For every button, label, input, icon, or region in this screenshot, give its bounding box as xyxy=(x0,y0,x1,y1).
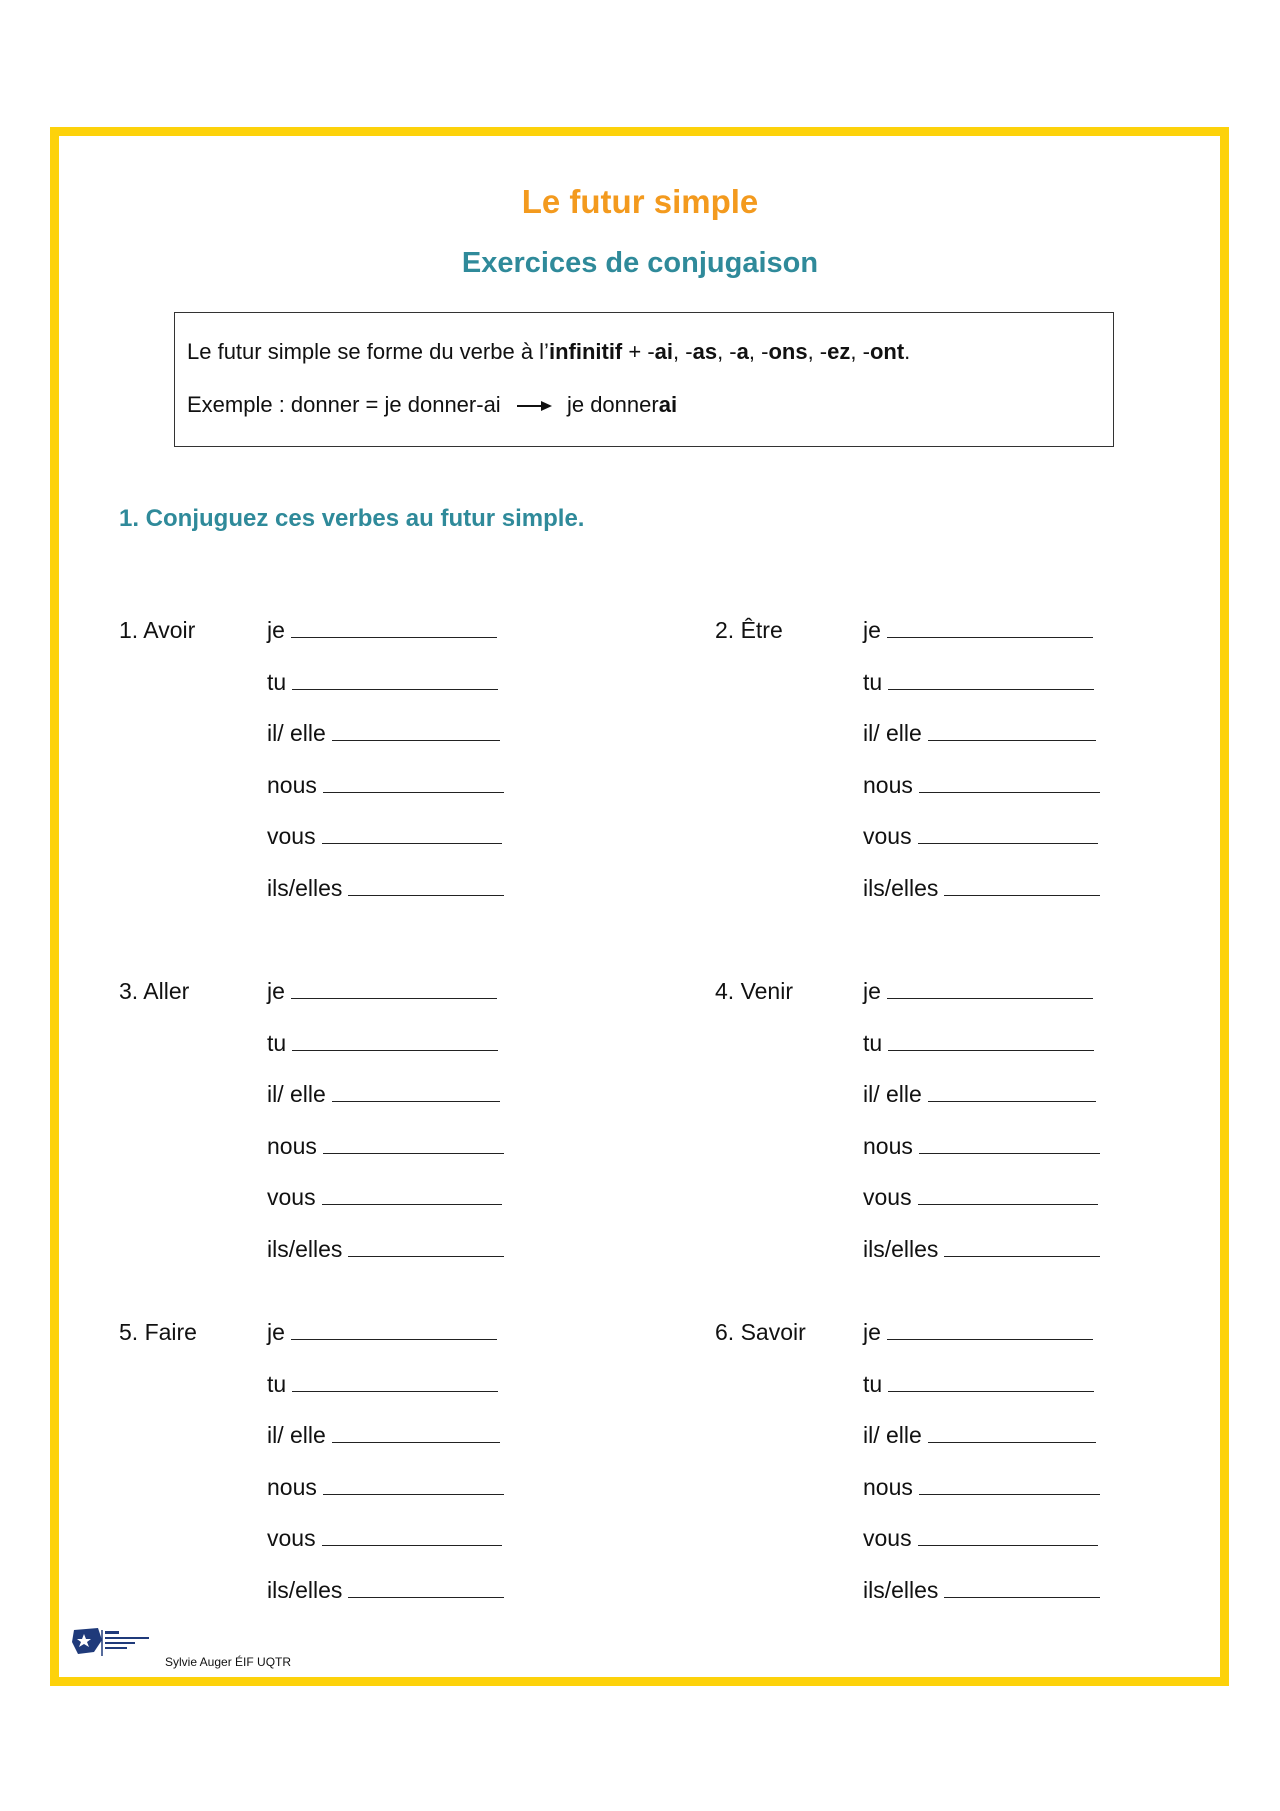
pronoun-label: il/ elle xyxy=(267,720,326,746)
answer-blank[interactable] xyxy=(928,1083,1096,1102)
pronoun-label: ils/elles xyxy=(267,1576,343,1603)
answer-blank[interactable] xyxy=(918,1186,1098,1205)
answer-blank[interactable] xyxy=(888,671,1094,690)
answer-blank[interactable] xyxy=(332,1083,500,1102)
pronoun-label: ils/elles xyxy=(267,1235,343,1262)
rule-text: Le futur simple se forme du verbe à l’ xyxy=(187,339,549,364)
page-title: Le futur simple xyxy=(521,183,759,220)
footer-credit: Sylvie Auger ÉIF UQTR xyxy=(165,1655,292,1669)
conjugation-row xyxy=(267,1371,498,1398)
answer-blank[interactable] xyxy=(919,1476,1100,1495)
verb-name: 3. Aller xyxy=(119,978,190,1004)
conjugation-row xyxy=(267,772,504,799)
pronoun-label: il/ elle xyxy=(267,1081,326,1107)
pronoun-label: vous xyxy=(863,1184,912,1210)
answer-blank[interactable] xyxy=(944,877,1100,896)
answer-blank[interactable] xyxy=(322,1186,502,1205)
conjugation-row xyxy=(863,1371,1094,1398)
conjugation-row xyxy=(863,1236,1100,1263)
conjugation-row xyxy=(267,1319,497,1346)
conjugation-row xyxy=(863,978,1093,1005)
conjugation-row xyxy=(267,1236,504,1263)
verb-block xyxy=(119,617,679,917)
conjugation-row xyxy=(863,1081,1096,1108)
conjugation-row xyxy=(863,823,1098,850)
pronoun-label: il/ elle xyxy=(863,720,922,746)
pronoun-label: vous xyxy=(863,1525,912,1551)
answer-blank[interactable] xyxy=(919,1135,1100,1154)
page-subtitle: Exercices de conjugaison xyxy=(461,247,819,279)
conjugation-row xyxy=(863,669,1094,696)
pronoun-label: vous xyxy=(267,823,316,849)
answer-blank[interactable] xyxy=(292,671,498,690)
answer-blank[interactable] xyxy=(928,1424,1096,1443)
conjugation-row xyxy=(863,1525,1098,1552)
example-text: Exemple : donner = je donner-ai xyxy=(187,392,501,417)
verb-name: 2. Être xyxy=(715,617,783,643)
pronoun-label: tu xyxy=(267,1370,287,1397)
answer-blank[interactable] xyxy=(323,774,504,793)
verb-block xyxy=(119,978,679,1278)
verb-block xyxy=(715,1319,1275,1619)
exercise-instruction: 1. Conjuguez ces verbes au futur simple. xyxy=(119,505,585,532)
pronoun-label: ils/elles xyxy=(863,1576,939,1603)
conjugation-row xyxy=(863,1184,1098,1211)
answer-blank[interactable] xyxy=(322,825,502,844)
pronoun-label: tu xyxy=(267,1029,287,1056)
answer-blank[interactable] xyxy=(887,1321,1093,1340)
answer-blank[interactable] xyxy=(323,1476,504,1495)
verb-block xyxy=(715,617,1275,917)
school-logo-icon xyxy=(72,1626,162,1658)
pronoun-label: tu xyxy=(863,668,883,695)
answer-blank[interactable] xyxy=(919,774,1100,793)
answer-blank[interactable] xyxy=(291,1321,497,1340)
answer-blank[interactable] xyxy=(291,980,497,999)
pronoun-label: ils/elles xyxy=(863,874,939,901)
answer-blank[interactable] xyxy=(887,980,1093,999)
pronoun-label: vous xyxy=(863,823,912,849)
conjugation-row xyxy=(267,1184,502,1211)
conjugation-row xyxy=(863,1422,1096,1449)
conjugation-row xyxy=(863,617,1093,644)
ending-ez: ez xyxy=(827,339,851,364)
pronoun-label: je xyxy=(267,617,285,643)
rule-plus: + - xyxy=(622,339,655,364)
arrow-right-icon xyxy=(517,400,553,412)
conjugation-row xyxy=(863,720,1096,747)
conjugation-row xyxy=(267,1525,502,1552)
answer-blank[interactable] xyxy=(887,619,1093,638)
verb-name: 1. Avoir xyxy=(119,617,196,643)
pronoun-label: je xyxy=(863,978,881,1004)
answer-blank[interactable] xyxy=(348,1579,504,1598)
pronoun-label: ils/elles xyxy=(863,1235,939,1262)
pronoun-label: il/ elle xyxy=(267,1422,326,1448)
ending-a: a xyxy=(736,339,749,364)
example-result-stem: je donner xyxy=(566,392,659,417)
answer-blank[interactable] xyxy=(332,1424,500,1443)
pronoun-label: vous xyxy=(267,1184,316,1210)
answer-blank[interactable] xyxy=(348,1238,504,1257)
conjugation-row xyxy=(863,1577,1100,1604)
answer-blank[interactable] xyxy=(928,722,1096,741)
pronoun-label: je xyxy=(267,1319,285,1345)
answer-blank[interactable] xyxy=(322,1527,502,1546)
conjugation-row xyxy=(267,1133,504,1160)
answer-blank[interactable] xyxy=(348,877,504,896)
pronoun-label: je xyxy=(863,617,881,643)
conjugation-row xyxy=(267,978,497,1005)
answer-blank[interactable] xyxy=(944,1579,1100,1598)
rule-box xyxy=(174,312,1114,447)
verb-name: 4. Venir xyxy=(715,978,793,1004)
conjugation-row xyxy=(267,1030,498,1057)
pronoun-label: je xyxy=(267,978,285,1004)
pronoun-label: tu xyxy=(267,668,287,695)
pronoun-label: nous xyxy=(863,771,913,798)
conjugation-row xyxy=(267,875,504,902)
answer-blank[interactable] xyxy=(918,1527,1098,1546)
pronoun-label: nous xyxy=(267,1473,317,1500)
answer-blank[interactable] xyxy=(888,1373,1094,1392)
example-result-ending: ai xyxy=(658,392,678,417)
conjugation-row xyxy=(267,720,500,747)
ending-as: as xyxy=(692,339,718,364)
answer-blank[interactable] xyxy=(944,1238,1100,1257)
ending-ons: ons xyxy=(768,339,808,364)
school-logo xyxy=(72,1626,162,1663)
conjugation-row xyxy=(863,1133,1100,1160)
pronoun-label: nous xyxy=(267,771,317,798)
conjugation-row xyxy=(267,617,497,644)
verb-block xyxy=(715,978,1275,1278)
verb-name: 5. Faire xyxy=(119,1319,197,1345)
pronoun-label: il/ elle xyxy=(863,1081,922,1107)
pronoun-label: il/ elle xyxy=(863,1422,922,1448)
conjugation-row xyxy=(267,1081,500,1108)
conjugation-row xyxy=(267,1422,500,1449)
conjugation-row xyxy=(267,823,502,850)
pronoun-label: nous xyxy=(863,1132,913,1159)
conjugation-row xyxy=(267,1577,504,1604)
ending-ai: ai xyxy=(654,339,674,364)
verb-block xyxy=(119,1319,679,1619)
conjugation-row xyxy=(863,1030,1094,1057)
answer-blank[interactable] xyxy=(291,619,497,638)
answer-blank[interactable] xyxy=(332,722,500,741)
rule-period: . xyxy=(904,339,911,364)
answer-blank[interactable] xyxy=(888,1032,1094,1051)
verb-name: 6. Savoir xyxy=(715,1319,806,1345)
answer-blank[interactable] xyxy=(918,825,1098,844)
pronoun-label: nous xyxy=(863,1473,913,1500)
answer-blank[interactable] xyxy=(292,1032,498,1051)
answer-blank[interactable] xyxy=(323,1135,504,1154)
pronoun-label: tu xyxy=(863,1370,883,1397)
conjugation-row xyxy=(863,1474,1100,1501)
pronoun-label: nous xyxy=(267,1132,317,1159)
conjugation-row xyxy=(863,1319,1093,1346)
pronoun-label: je xyxy=(863,1319,881,1345)
conjugation-row xyxy=(863,875,1100,902)
conjugation-row xyxy=(267,1474,504,1501)
rule-infinitif: infinitif xyxy=(548,339,623,364)
rule-line-formation: Le futur simple se forme du verbe à l’infinitif + -ai, -as, -a, -ons, -ez, -ont. xyxy=(187,339,911,364)
conjugation-row xyxy=(267,669,498,696)
pronoun-label: tu xyxy=(863,1029,883,1056)
answer-blank[interactable] xyxy=(292,1373,498,1392)
ending-ont: ont xyxy=(869,339,905,364)
pronoun-label: ils/elles xyxy=(267,874,343,901)
conjugation-row xyxy=(863,772,1100,799)
pronoun-label: vous xyxy=(267,1525,316,1551)
rule-line-example xyxy=(187,392,677,418)
